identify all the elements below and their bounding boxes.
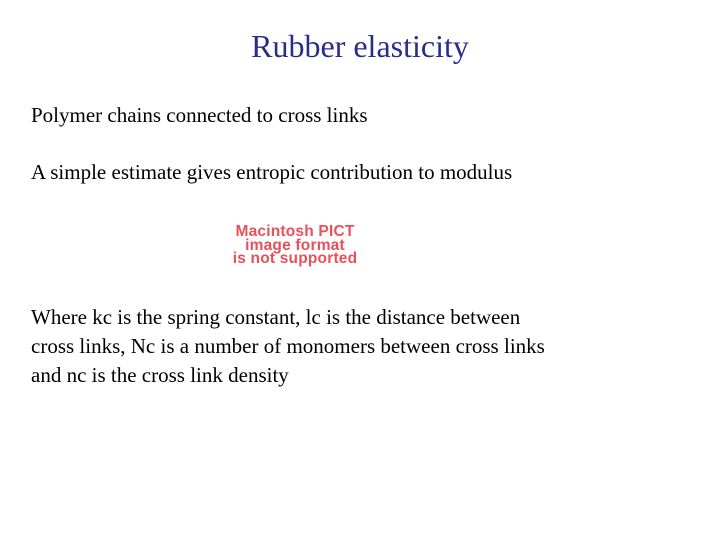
slide-title: Rubber elasticity — [251, 28, 469, 64]
definition-line-3: and nc is the cross link density — [31, 363, 289, 387]
placeholder-line-2: image format — [245, 236, 345, 254]
placeholder-line-1: Macintosh PICT — [235, 223, 355, 240]
paragraph-entropic-estimate: A simple estimate gives entropic contribution to modulus — [31, 160, 513, 184]
paragraph-cross-links: Polymer chains connected to cross links — [31, 103, 368, 127]
unsupported-image-placeholder — [200, 225, 390, 267]
placeholder-line-3: is not supported — [232, 250, 358, 267]
definition-line-1: Where kc is the spring constant, lc is the distance between — [31, 305, 521, 329]
paragraph-definitions — [31, 303, 681, 390]
definition-line-2: cross links, Nc is a number of monomers between cross links — [31, 334, 545, 358]
